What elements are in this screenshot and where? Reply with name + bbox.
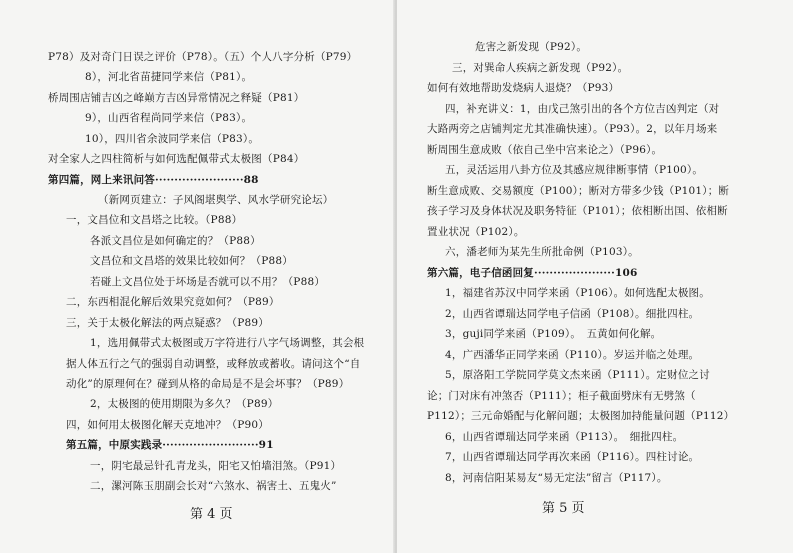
toc-line: 文昌位和文昌塔的效果比较如何？（P88） xyxy=(90,255,293,267)
toc-line: 一，阴宅最忌针孔青龙头，阳宅又怕墙泪煞。（P91） xyxy=(90,460,342,472)
toc-line: 论；门对床有冲煞否（P111）；柜子截面劈床有无劈煞（ xyxy=(427,390,696,402)
toc-line: P112）；三元命婚配与化解问题；太极图加持能量问题（P112） xyxy=(427,410,735,422)
toc-line: 10），四川省余波同学来信（P83）。 xyxy=(85,133,260,145)
left-page xyxy=(0,0,396,553)
toc-line: 6，山西省谭瑞达同学来函（P113）。 细批四柱。 xyxy=(445,431,684,443)
toc-line: 动化”的原理何在？碰到从格的命局是不是会坏事？（P89） xyxy=(66,378,350,390)
toc-line: 1，选用佩带式太极图或万字符进行八字气场调整，其会根 xyxy=(90,337,365,349)
toc-line: （新网页建立：子风阁堪舆学、风水学研究论坛） xyxy=(98,194,334,206)
page-number: 第 4 页 xyxy=(190,507,233,522)
right-page xyxy=(397,0,793,553)
toc-line: 7，山西省谭瑞达同学再次来函（P116）。四柱讨论。 xyxy=(445,451,700,463)
toc-line: 三，对巽命人疾病之新发现（P92）。 xyxy=(452,62,629,74)
toc-line: 9），山西省程尚同学来信（P83）。 xyxy=(85,112,253,124)
toc-line: 1，福建省苏汉中同学来函（P106）。如何选配太极图。 xyxy=(445,287,710,299)
toc-line: 8，河南信阳某易友“易无定法”留言（P117）。 xyxy=(445,472,668,484)
toc-line: 各派文昌位是如何确定的？（P88） xyxy=(90,235,261,247)
toc-line: 孩子学习及身体状况及职务特征（P101）；依相断出国、依相断 xyxy=(427,205,728,217)
toc-section-heading: 第五篇，中原实践录·························91 xyxy=(66,439,274,451)
toc-line: 4，广西潘华正同学来函（P110）。岁运并临之处理。 xyxy=(445,349,700,361)
toc-line: 六，潘老师为某先生所批命例（P103）。 xyxy=(445,246,639,258)
toc-section-heading: 第六篇，电子信函回复·····················106 xyxy=(427,267,638,279)
toc-line: 一，文昌位和文昌塔之比较。（P88） xyxy=(66,214,243,226)
page-number: 第 5 页 xyxy=(542,501,585,516)
toc-line: 若碰上文昌位处于坏场是否就可以不用？（P88） xyxy=(90,276,326,288)
toc-line: 二，东西相混化解后效果究竟如何？（P89） xyxy=(66,296,280,308)
toc-line: P78）及对奇门日误之评价（P78）。（五）个人八字分析（P79） xyxy=(48,51,358,63)
toc-line: 3，guji同学来函（P109）。 五黄如何化解。 xyxy=(445,328,662,340)
toc-line: 对全家人之四柱简析与如何选配佩带式太极图（P84） xyxy=(48,153,305,165)
toc-line: 如何有效地帮助发烧病人退烧？（P93） xyxy=(427,82,620,94)
toc-line: 置业状况（P102）。 xyxy=(427,226,525,238)
toc-line: 四，如何用太极图化解天克地冲？（P90） xyxy=(66,419,269,431)
toc-line: 2，太极图的使用期限为多久？（P89） xyxy=(90,398,279,410)
toc-line: 五，灵活运用八卦方位及其感应规律断事情（P100）。 xyxy=(445,164,704,176)
toc-line: 四，补充讲义：1，由戊己煞引出的各个方位吉凶判定（对 xyxy=(445,103,720,115)
toc-line: 据人体五行之气的强弱自动调整，或释放或蓄收。请问这个“自 xyxy=(66,358,361,370)
toc-line: 断生意成败、交易额度（P100）；断对方带多少钱（P101）；断 xyxy=(427,185,730,197)
toc-line: 大路两旁之店铺判定尤其准确快速）。（P93）。2，以年月场来 xyxy=(427,123,718,135)
toc-line: 桥周围店铺吉凶之峰巅方吉凶异常情况之释疑（P81） xyxy=(48,92,305,104)
toc-line: 三，关于太极化解法的两点疑惑？（P89） xyxy=(66,317,269,329)
toc-line: 8），河北省苗捷同学来信（P81）。 xyxy=(85,71,253,83)
toc-line: 5，原洛阳工学院同学莫文杰来函（P111）。定财位之讨 xyxy=(445,369,710,381)
toc-line: 断周围生意成败（依自己坐中宫来论之）（P96）。 xyxy=(427,144,663,156)
toc-line: 二，漯河陈玉朋副会长对“六煞水、祸害土、五鬼火” xyxy=(90,480,337,492)
toc-line: 2，山西省谭瑞达同学电子信函（P108）。细批四柱。 xyxy=(445,308,700,320)
toc-section-heading: 第四篇，网上来讯问答·······················88 xyxy=(48,174,259,186)
toc-line: 危害之新发现（P92）。 xyxy=(475,41,588,53)
